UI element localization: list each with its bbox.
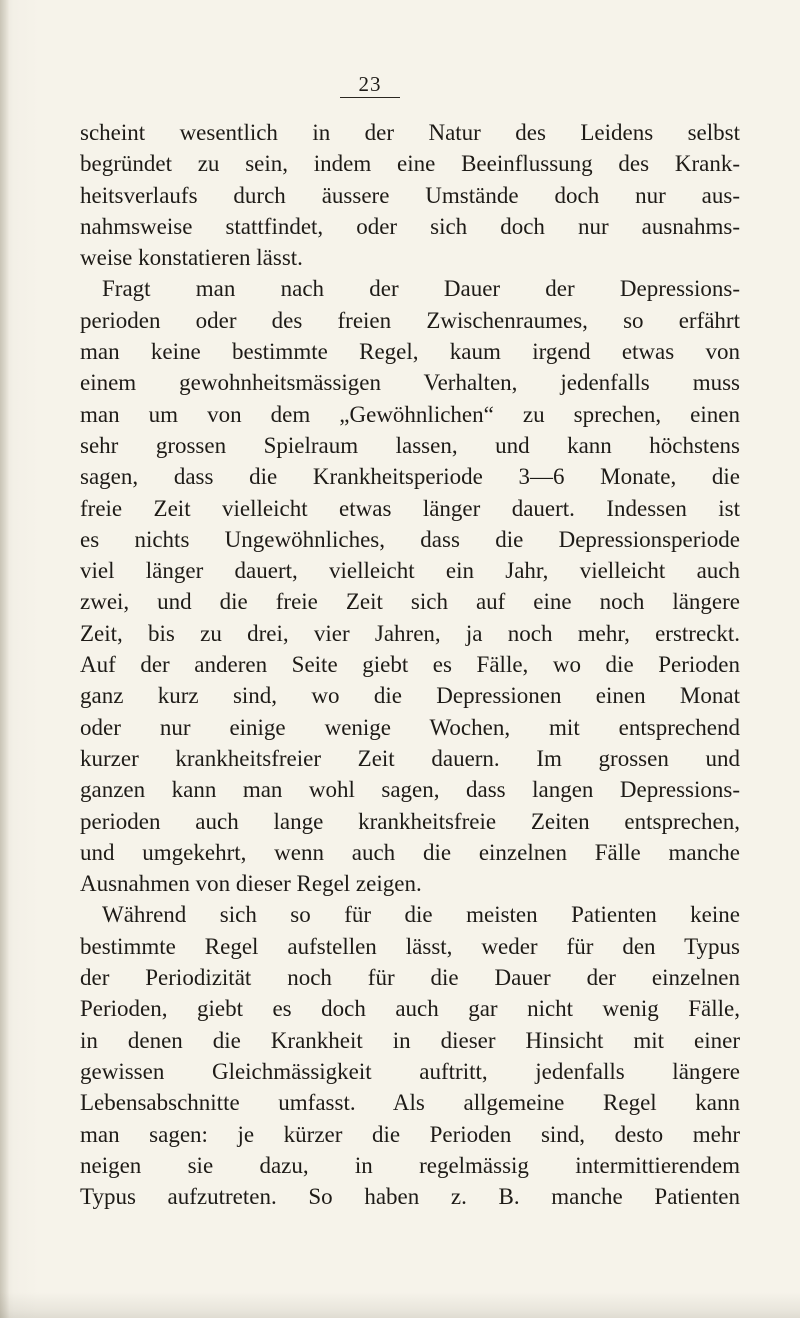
text-line: Ausnahmen von dieser Regel zeigen.	[80, 871, 422, 897]
text-line: oder nur einige wenige Wochen, mit entsprechend	[80, 714, 740, 740]
page-bottom-shadow	[0, 1292, 800, 1318]
text-line: viel länger dauert, vielleicht ein Jahr, vielleicht auch	[80, 558, 740, 584]
text-line: gewissen Gleichmässigkeit auftritt, jedenfalls längere	[80, 1058, 740, 1084]
text-line: Lebensabschnitte umfasst. Als allgemeine Regel kann	[80, 1090, 740, 1116]
text-line: ganzen kann man wohl sagen, dass langen Depressions-	[80, 777, 740, 803]
text-line: Typus aufzutreten. So haben z. B. manche Patienten	[80, 1184, 740, 1210]
text-line: Fragt man nach der Dauer der Depressions-	[102, 276, 740, 302]
text-line: man um von dem „Gewöhnlichen“ zu sprechen, einen	[80, 401, 740, 427]
text-line: weise konstatieren lässt.	[80, 245, 303, 271]
body-text	[80, 117, 740, 1212]
text-line: der Periodizität noch für die Dauer der einzelnen	[80, 965, 740, 991]
text-line: in denen die Krankheit in dieser Hinsicht mit einer	[80, 1027, 740, 1053]
text-line: man keine bestimmte Regel, kaum irgend etwas von	[80, 339, 740, 365]
text-line: Während sich so für die meisten Patienten keine	[102, 902, 740, 928]
text-line: freie Zeit vielleicht etwas länger dauert. Indessen ist	[80, 495, 740, 521]
text-line: scheint wesentlich in der Natur des Leidens selbst	[80, 120, 740, 145]
text-line: perioden auch lange krankheitsfreie Zeiten entsprechen,	[80, 808, 740, 834]
text-line: sehr grossen Spielraum lassen, und kann höchstens	[80, 432, 740, 458]
text-line: Auf der anderen Seite giebt es Fälle, wo die Perioden	[80, 652, 740, 678]
text-line: es nichts Ungewöhnliches, dass die Depressionsperiode	[80, 526, 740, 552]
page-number: 23	[340, 72, 400, 98]
text-line: Zeit, bis zu drei, vier Jahren, ja noch mehr, erstreckt.	[80, 620, 740, 646]
text-line: begründet zu sein, indem eine Beeinflussung des Krank-	[80, 151, 740, 177]
text-line: und umgekehrt, wenn auch die einzelnen Fälle manche	[80, 839, 740, 865]
page-spine-shadow	[0, 0, 9, 1318]
text-line: kurzer krankheitsfreier Zeit dauern. Im grossen und	[80, 745, 740, 771]
text-line: zwei, und die freie Zeit sich auf eine noch längere	[80, 589, 740, 615]
text-line: Perioden, giebt es doch auch gar nicht wenig Fälle,	[80, 996, 740, 1022]
text-line: perioden oder des freien Zwischenraumes, so erfährt	[80, 307, 740, 333]
text-line: sagen, dass die Krankheitsperiode 3—6 Monate, die	[80, 464, 740, 490]
text-line: neigen sie dazu, in regelmässig intermittierendem	[80, 1152, 740, 1178]
text-line: man sagen: je kürzer die Perioden sind, desto mehr	[80, 1121, 740, 1147]
text-line: bestimmte Regel aufstellen lässt, weder für den Typus	[80, 933, 740, 959]
text-line: heitsverlaufs durch äussere Umstände doch nur aus-	[80, 182, 740, 208]
text-line: einem gewohnheitsmässigen Verhalten, jedenfalls muss	[80, 370, 740, 396]
text-line: nahmsweise stattfindet, oder sich doch nur ausnahms-	[80, 213, 740, 239]
text-line: ganz kurz sind, wo die Depressionen einen Monat	[80, 683, 740, 709]
